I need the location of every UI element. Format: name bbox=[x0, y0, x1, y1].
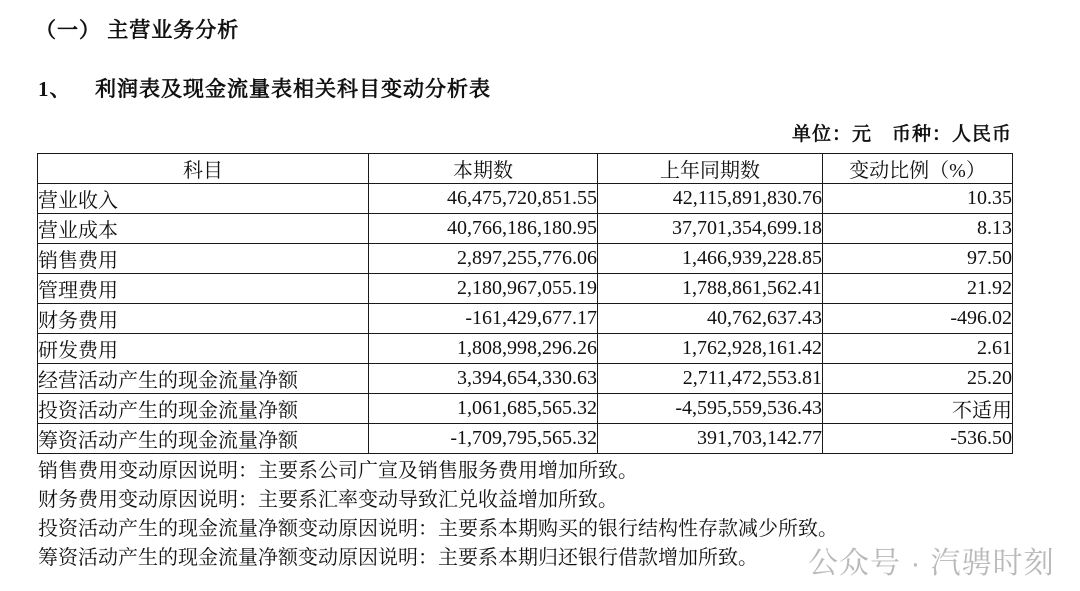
table-header-row bbox=[38, 154, 1013, 184]
cell-subject: 经营活动产生的现金流量净额 bbox=[38, 364, 369, 394]
cell-prior-period: 42,115,891,830.76 bbox=[598, 184, 823, 214]
cell-subject: 营业成本 bbox=[38, 214, 369, 244]
note-financing-cashflow: 筹资活动产生的现金流量净额变动原因说明：主要系本期归还银行借款增加所致。 bbox=[38, 547, 758, 569]
cell-prior-period: 1,466,939,228.85 bbox=[598, 244, 823, 274]
cell-subject: 营业收入 bbox=[38, 184, 369, 214]
cell-current-period: 1,061,685,565.32 bbox=[369, 394, 598, 424]
cell-current-period: 2,897,255,776.06 bbox=[369, 244, 598, 274]
cell-change-ratio: 8.13 bbox=[823, 214, 1013, 244]
cell-subject: 投资活动产生的现金流量净额 bbox=[38, 394, 369, 424]
cell-subject: 管理费用 bbox=[38, 274, 369, 304]
cell-change-ratio: 10.35 bbox=[823, 184, 1013, 214]
unit-currency-note: 单位：元 币种：人民币 bbox=[791, 124, 1012, 145]
cell-current-period: 2,180,967,055.19 bbox=[369, 274, 598, 304]
col-header-current-period: 本期数 bbox=[369, 154, 598, 184]
cell-subject: 财务费用 bbox=[38, 304, 369, 334]
table-row bbox=[38, 214, 1013, 244]
table-row bbox=[38, 244, 1013, 274]
table-row bbox=[38, 274, 1013, 304]
cell-subject: 筹资活动产生的现金流量净额 bbox=[38, 424, 369, 454]
document-page bbox=[0, 14, 1080, 591]
cell-prior-period: 1,788,861,562.41 bbox=[598, 274, 823, 304]
table-row bbox=[38, 394, 1013, 424]
cell-current-period: -1,709,795,565.32 bbox=[369, 424, 598, 454]
table-row bbox=[38, 364, 1013, 394]
financial-table bbox=[37, 153, 1013, 454]
cell-subject: 研发费用 bbox=[38, 334, 369, 364]
cell-prior-period: 2,711,472,553.81 bbox=[598, 364, 823, 394]
cell-current-period: 3,394,654,330.63 bbox=[369, 364, 598, 394]
cell-current-period: 40,766,186,180.95 bbox=[369, 214, 598, 244]
cell-current-period: -161,429,677.17 bbox=[369, 304, 598, 334]
col-header-prior-period: 上年同期数 bbox=[598, 154, 823, 184]
subsection-number: 1、 bbox=[38, 77, 72, 101]
cell-prior-period: 37,701,354,699.18 bbox=[598, 214, 823, 244]
subsection-title: 利润表及现金流量表相关科目变动分析表 bbox=[95, 77, 491, 101]
cell-current-period: 46,475,720,851.55 bbox=[369, 184, 598, 214]
subsection-heading bbox=[38, 73, 1080, 103]
note-investing-cashflow: 投资活动产生的现金流量净额变动原因说明：主要系本期购买的银行结构性存款减少所致。 bbox=[38, 518, 838, 540]
cell-prior-period: 391,703,142.77 bbox=[598, 424, 823, 454]
note-selling-expense: 销售费用变动原因说明：主要系公司广宣及销售服务费用增加所致。 bbox=[38, 460, 638, 482]
cell-change-ratio: 不适用 bbox=[823, 394, 1013, 424]
table-row bbox=[38, 304, 1013, 334]
cell-change-ratio: 2.61 bbox=[823, 334, 1013, 364]
cell-change-ratio: 21.92 bbox=[823, 274, 1013, 304]
cell-prior-period: 1,762,928,161.42 bbox=[598, 334, 823, 364]
cell-subject: 销售费用 bbox=[38, 244, 369, 274]
col-header-subject: 科目 bbox=[38, 154, 369, 184]
notes-block bbox=[38, 457, 1080, 573]
cell-current-period: 1,808,998,296.26 bbox=[369, 334, 598, 364]
cell-change-ratio: -536.50 bbox=[823, 424, 1013, 454]
cell-change-ratio: -496.02 bbox=[823, 304, 1013, 334]
col-header-change-ratio: 变动比例（%） bbox=[823, 154, 1013, 184]
table-row bbox=[38, 184, 1013, 214]
cell-prior-period: -4,595,559,536.43 bbox=[598, 394, 823, 424]
cell-prior-period: 40,762,637.43 bbox=[598, 304, 823, 334]
section-heading: （一） 主营业务分析 bbox=[35, 18, 240, 42]
watermark: 公众号 · 汽骋时刻 bbox=[808, 547, 1055, 580]
table-row bbox=[38, 334, 1013, 364]
cell-change-ratio: 25.20 bbox=[823, 364, 1013, 394]
note-finance-expense: 财务费用变动原因说明：主要系汇率变动导致汇兑收益增加所致。 bbox=[38, 489, 618, 511]
cell-change-ratio: 97.50 bbox=[823, 244, 1013, 274]
table-row bbox=[38, 424, 1013, 454]
